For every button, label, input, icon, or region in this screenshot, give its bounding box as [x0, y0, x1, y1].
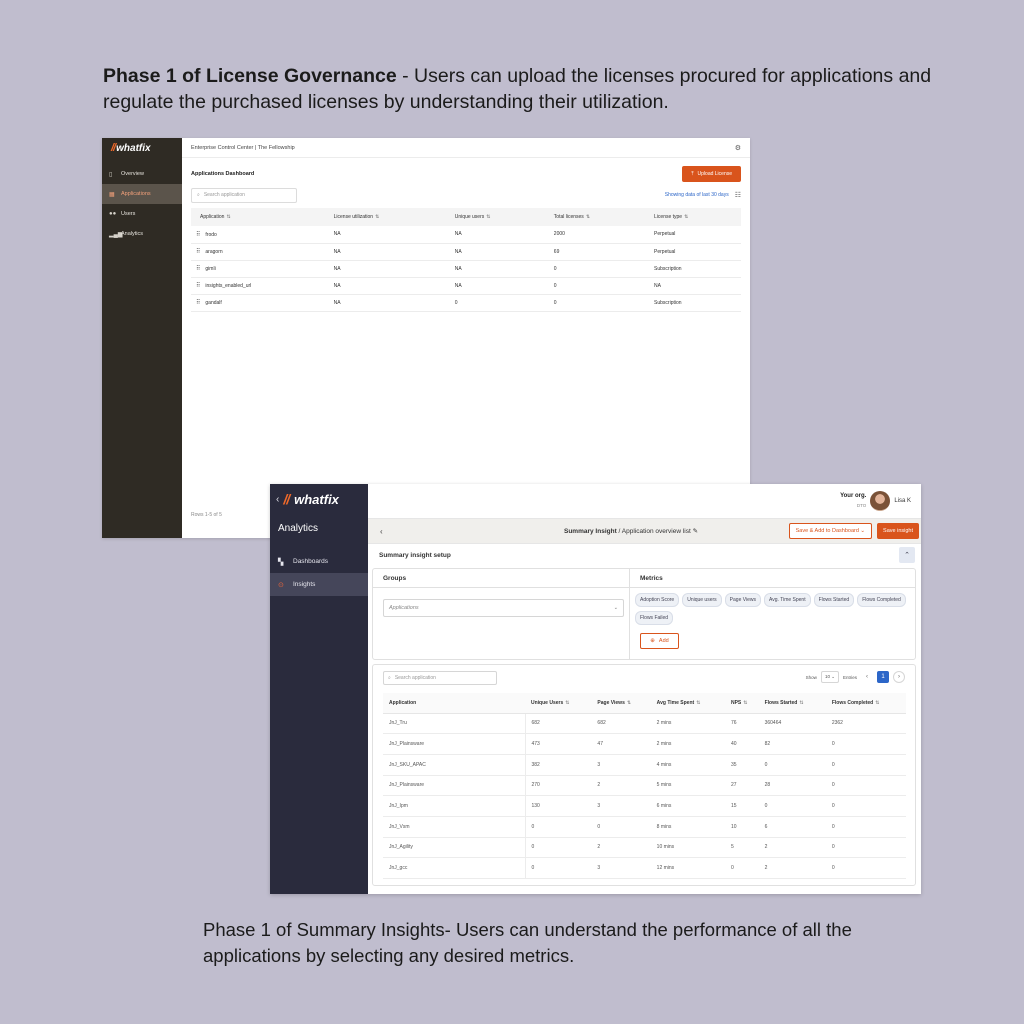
- application-cell: JnJ_Agility: [383, 837, 525, 858]
- application-cell: ⠿ gimli: [191, 260, 325, 277]
- table-cell: 0: [826, 837, 906, 858]
- table-cell: 3: [591, 858, 650, 879]
- table-cell: NA: [325, 243, 446, 260]
- sidebar-item-label: Analytics: [121, 231, 144, 237]
- table-cell: 6 mins: [651, 796, 725, 817]
- next-page-icon[interactable]: ›: [893, 671, 905, 683]
- bottom-caption: Phase 1 of Summary Insights- Users can understand the performance of all the applications by selecting any desired metrics.: [203, 919, 852, 966]
- lightbulb-icon: ⊙: [278, 581, 284, 589]
- sort-icon: ⇅: [875, 699, 880, 706]
- sort-icon: ⇅: [696, 699, 701, 706]
- table-cell: 2 mins: [651, 713, 725, 734]
- column-header[interactable]: License type ⇅: [645, 208, 741, 226]
- entries-select[interactable]: 10 ⌄: [821, 671, 839, 683]
- table-cell: NA: [325, 260, 446, 277]
- insight-title-bold: Summary Insight: [564, 528, 617, 535]
- back-icon[interactable]: ‹: [276, 493, 280, 505]
- summary-insights-screenshot: [270, 484, 921, 894]
- sidebar-item-users[interactable]: [102, 204, 182, 224]
- sidebar-item-dashboards[interactable]: [270, 550, 368, 573]
- groups-placeholder: Applications: [389, 605, 419, 611]
- top-caption-bold: Phase 1 of License Governance: [103, 65, 397, 87]
- table-cell: 0: [545, 294, 645, 311]
- sort-icon: ⇅: [585, 214, 591, 220]
- table-cell: NA: [325, 277, 446, 294]
- table-cell: 130: [525, 796, 591, 817]
- insights-main: [368, 484, 921, 894]
- table-cell: 2362: [826, 713, 906, 734]
- sort-icon: ⇅: [565, 699, 570, 706]
- sidebar-item-analytics[interactable]: [102, 224, 182, 244]
- column-header[interactable]: License utilization ⇅: [325, 208, 446, 226]
- sidebar-item-label: Applications: [121, 191, 151, 197]
- application-cell: ⠿ gandalf: [191, 294, 325, 311]
- sidebar-item-label: Overview: [121, 171, 144, 177]
- application-cell: JnJ_Plainsware: [383, 734, 525, 755]
- table-cell: 5 mins: [651, 775, 725, 796]
- table-cell: NA: [645, 277, 741, 294]
- application-cell: JnJ_Vsm: [383, 816, 525, 837]
- table-cell: 382: [525, 754, 591, 775]
- sort-icon: ⇅: [799, 699, 804, 706]
- sidebar-item-insights[interactable]: [270, 573, 368, 596]
- table-cell: Subscription: [645, 260, 741, 277]
- license-search-row: [182, 184, 750, 206]
- date-range: [665, 191, 741, 199]
- setup-header: [368, 544, 921, 566]
- plus-circle-icon: ⊕: [650, 638, 655, 644]
- application-cell: JnJ_gcc: [383, 858, 525, 879]
- table-cell: 473: [525, 734, 591, 755]
- table-cell: 0: [826, 734, 906, 755]
- table-cell: Perpetual: [645, 226, 741, 243]
- table-cell: 40: [725, 734, 759, 755]
- sort-icon: ⇅: [226, 214, 231, 220]
- table-cell: 270: [525, 775, 591, 796]
- metric-chip[interactable]: Adoption Score: [635, 593, 679, 607]
- table-cell: 27: [725, 775, 759, 796]
- application-cell: JnJ_SKU_APAC: [383, 754, 525, 775]
- table-cell: 0: [725, 858, 759, 879]
- table-cell: 5: [725, 837, 759, 858]
- bar-chart-icon: ▂▄▆: [109, 231, 123, 238]
- insights-sidebar: [270, 484, 368, 894]
- sort-icon: ⇅: [743, 699, 748, 706]
- metric-chip[interactable]: Page Views: [725, 593, 761, 607]
- prev-page-icon[interactable]: ‹: [866, 674, 868, 680]
- show-label: Show: [805, 674, 817, 680]
- document-icon: ▯: [109, 171, 113, 178]
- collapse-icon[interactable]: ⌃: [899, 547, 915, 563]
- setup-title: Summary insight setup: [379, 551, 451, 559]
- table-header-row: [191, 208, 741, 226]
- table-row[interactable]: [383, 713, 906, 734]
- table-cell: NA: [446, 226, 545, 243]
- search-input[interactable]: [383, 671, 497, 685]
- table-cell: NA: [325, 226, 446, 243]
- license-nav: [102, 164, 182, 244]
- table-cell: 76: [725, 713, 759, 734]
- table-cell: 3: [591, 754, 650, 775]
- sort-icon: ⇅: [684, 214, 689, 220]
- insight-title: [564, 527, 698, 535]
- date-range-link[interactable]: Showing data of last 30 days: [664, 192, 729, 198]
- table-cell: 682: [525, 713, 591, 734]
- upload-license-button[interactable]: [682, 166, 741, 182]
- chevron-left-icon[interactable]: ‹: [380, 526, 383, 536]
- section-title: Analytics: [278, 523, 319, 534]
- application-cell: ⠿ insights_enabled_url: [191, 277, 325, 294]
- table-cell: 0: [545, 277, 645, 294]
- table-row[interactable]: [191, 277, 741, 294]
- application-cell: ⠿ aragorn: [191, 243, 325, 260]
- table-cell: 10: [725, 816, 759, 837]
- app-grid-icon: ⠿: [196, 231, 201, 238]
- license-dashboard-screenshot: [102, 138, 750, 538]
- search-placeholder: Search application: [394, 675, 436, 681]
- toolbar-buttons: [789, 523, 919, 539]
- dashboard-icon: ▚: [278, 558, 284, 566]
- top-caption-text: - Users can upload the licenses procured for applications and regulate the purchased licenses by understanding their utilization.: [103, 65, 932, 113]
- app-grid-icon: ⠿: [196, 300, 201, 306]
- search-input[interactable]: [191, 188, 297, 203]
- table-cell: 0: [826, 775, 906, 796]
- table-cell: 10 mins: [651, 837, 725, 858]
- table-cell: 69: [545, 243, 645, 260]
- sort-icon: ⇅: [486, 214, 491, 220]
- column-header[interactable]: Unique Users ⇅: [525, 693, 591, 713]
- metric-chip[interactable]: Flows Completed: [857, 593, 906, 607]
- logo-mark: //: [111, 142, 116, 154]
- page-button[interactable]: 1: [877, 671, 889, 683]
- table-cell: NA: [325, 294, 446, 311]
- table-cell: 0: [525, 816, 591, 837]
- table-cell: 0: [525, 837, 591, 858]
- table-row[interactable]: [383, 775, 906, 796]
- edit-icon[interactable]: ✎: [692, 528, 699, 535]
- table-cell: 8 mins: [651, 816, 725, 837]
- table-cell: 0: [826, 754, 906, 775]
- metric-chip[interactable]: Unique users: [682, 593, 721, 607]
- table-cell: 28: [759, 775, 826, 796]
- license-sidebar: [102, 138, 182, 538]
- org-role: DTO: [856, 503, 867, 508]
- column-header[interactable]: Application ⇅: [191, 208, 325, 226]
- app-grid-icon: ⠿: [196, 283, 201, 289]
- search-placeholder: Search application: [203, 192, 245, 198]
- table-row[interactable]: [191, 243, 741, 260]
- table-cell: 2 mins: [651, 734, 725, 755]
- table-cell: 0: [759, 796, 826, 817]
- metrics-chips: [635, 593, 915, 625]
- column-header[interactable]: Flows Completed ⇅: [826, 693, 906, 713]
- upload-icon: ⤒: [691, 171, 694, 177]
- table-cell: 0: [446, 294, 545, 311]
- table-row[interactable]: [383, 796, 906, 817]
- search-icon: ⌕: [197, 192, 200, 198]
- add-label: Add: [658, 638, 669, 644]
- application-cell: ⠿ frodo: [191, 226, 325, 243]
- table-cell: 12 mins: [651, 858, 725, 879]
- license-topbar: [182, 138, 750, 158]
- table-cell: Perpetual: [645, 243, 741, 260]
- chevron-down-icon: ⌄: [860, 528, 866, 534]
- sidebar-item-overview[interactable]: [102, 164, 182, 184]
- table-cell: 3: [591, 796, 650, 817]
- metric-chip[interactable]: Flows Failed: [635, 611, 673, 625]
- column-header[interactable]: Application: [383, 693, 525, 713]
- logo-text: whatfix: [116, 142, 151, 154]
- table-row[interactable]: [383, 754, 906, 775]
- top-caption: [103, 63, 943, 115]
- user-name[interactable]: Lisa K: [894, 498, 911, 504]
- breadcrumb: Enterprise Control Center | The Fellowship: [191, 144, 295, 151]
- table-cell: 2000: [545, 226, 645, 243]
- table-cell: 6: [759, 816, 826, 837]
- application-cell: JnJ_Ipm: [383, 796, 525, 817]
- sidebar-item-label: Users: [121, 211, 136, 217]
- table-header-row: [383, 693, 906, 713]
- table-row[interactable]: [383, 734, 906, 755]
- page-title: Applications Dashboard: [191, 171, 255, 177]
- sort-icon: ⇅: [626, 699, 632, 706]
- table-row[interactable]: [191, 294, 741, 311]
- users-icon: ●●: [109, 211, 117, 217]
- table-cell: 2: [759, 837, 826, 858]
- column-header[interactable]: Avg Time Spent ⇅: [651, 693, 725, 713]
- table-cell: 47: [591, 734, 650, 755]
- logo-mark: //: [283, 491, 290, 507]
- table-cell: 0: [826, 816, 906, 837]
- table-row[interactable]: [383, 837, 906, 858]
- table-cell: 0: [759, 754, 826, 775]
- metric-chip[interactable]: Flows Started: [814, 593, 855, 607]
- table-row[interactable]: [191, 260, 741, 277]
- table-cell: NA: [446, 243, 545, 260]
- save-insight-button[interactable]: Save insight: [877, 523, 919, 539]
- app-grid-icon: ⠿: [196, 249, 201, 255]
- insight-toolbar: [368, 518, 921, 544]
- table-cell: 0: [545, 260, 645, 277]
- org-header: [368, 484, 921, 518]
- logo-text: whatfix: [294, 491, 339, 507]
- table-cell: 682: [591, 713, 650, 734]
- column-header[interactable]: Flows Started ⇅: [759, 693, 826, 713]
- add-metric-button[interactable]: [640, 633, 679, 649]
- table-cell: 0: [826, 796, 906, 817]
- table-cell: NA: [446, 277, 545, 294]
- table-cell: 82: [759, 734, 826, 755]
- license-main: [182, 138, 750, 538]
- table-cell: 4 mins: [651, 754, 725, 775]
- grid-icon: ▦: [109, 191, 115, 198]
- sidebar-item-applications[interactable]: [102, 184, 182, 204]
- save-add-dashboard-button[interactable]: Save & Add to Dashboard ⌄: [789, 523, 872, 539]
- org-name: Your org.: [840, 493, 867, 499]
- table-cell: 2: [591, 837, 650, 858]
- table-cell: 35: [725, 754, 759, 775]
- table-cell: 0: [826, 858, 906, 879]
- table-cell: Subscription: [645, 294, 741, 311]
- table-cell: 360464: [759, 713, 826, 734]
- avatar[interactable]: [870, 491, 890, 511]
- app-grid-icon: ⠿: [196, 266, 201, 272]
- table-cell: 0: [591, 816, 650, 837]
- metrics-label: Metrics: [640, 574, 663, 582]
- groups-label: Groups: [373, 569, 630, 587]
- column-header[interactable]: Page Views ⇅: [591, 693, 650, 713]
- insight-title-rest: / Application overview list: [616, 528, 691, 535]
- insights-table-card: [372, 664, 916, 886]
- table-cell: 2: [759, 858, 826, 879]
- metric-chip[interactable]: Avg. Time Spent: [764, 593, 811, 607]
- license-table: [191, 208, 741, 312]
- application-cell: JnJ_Plainsware: [383, 775, 525, 796]
- license-title-row: [182, 158, 750, 184]
- setup-panel-head: [373, 569, 915, 588]
- application-cell: JnJ_Tru: [383, 713, 525, 734]
- table-row[interactable]: [383, 858, 906, 879]
- column-header[interactable]: Unique users ⇅: [446, 208, 545, 226]
- whatfix-logo[interactable]: [270, 484, 368, 514]
- upload-license-label: Upload License: [697, 171, 732, 177]
- sidebar-item-label: Insights: [293, 581, 316, 588]
- insights-table: [383, 693, 906, 879]
- sort-icon: ⇅: [375, 214, 380, 220]
- entries-label: Entries: [842, 674, 857, 680]
- table-cell: 2: [591, 775, 650, 796]
- gear-icon[interactable]: ⚙: [734, 144, 741, 152]
- whatfix-logo[interactable]: [102, 138, 182, 158]
- pagination-controls: [806, 671, 905, 683]
- table-cell: NA: [446, 260, 545, 277]
- column-header[interactable]: Total licenses ⇅: [545, 208, 645, 226]
- table-row[interactable]: [383, 816, 906, 837]
- columns-icon[interactable]: ☷: [734, 192, 741, 199]
- groups-body: [373, 588, 630, 659]
- table-row[interactable]: [191, 226, 741, 243]
- column-header[interactable]: NPS ⇅: [725, 693, 759, 713]
- rows-info: Rows 1-5 of 5: [191, 512, 222, 518]
- setup-panel: [372, 568, 916, 660]
- table-cell: 15: [725, 796, 759, 817]
- sidebar-item-label: Dashboards: [293, 558, 329, 565]
- org-info: [840, 492, 866, 510]
- chevron-down-icon: ⌄: [613, 605, 618, 611]
- groups-select[interactable]: [383, 599, 624, 617]
- search-icon: ⌕: [388, 675, 391, 681]
- table-cell: 0: [525, 858, 591, 879]
